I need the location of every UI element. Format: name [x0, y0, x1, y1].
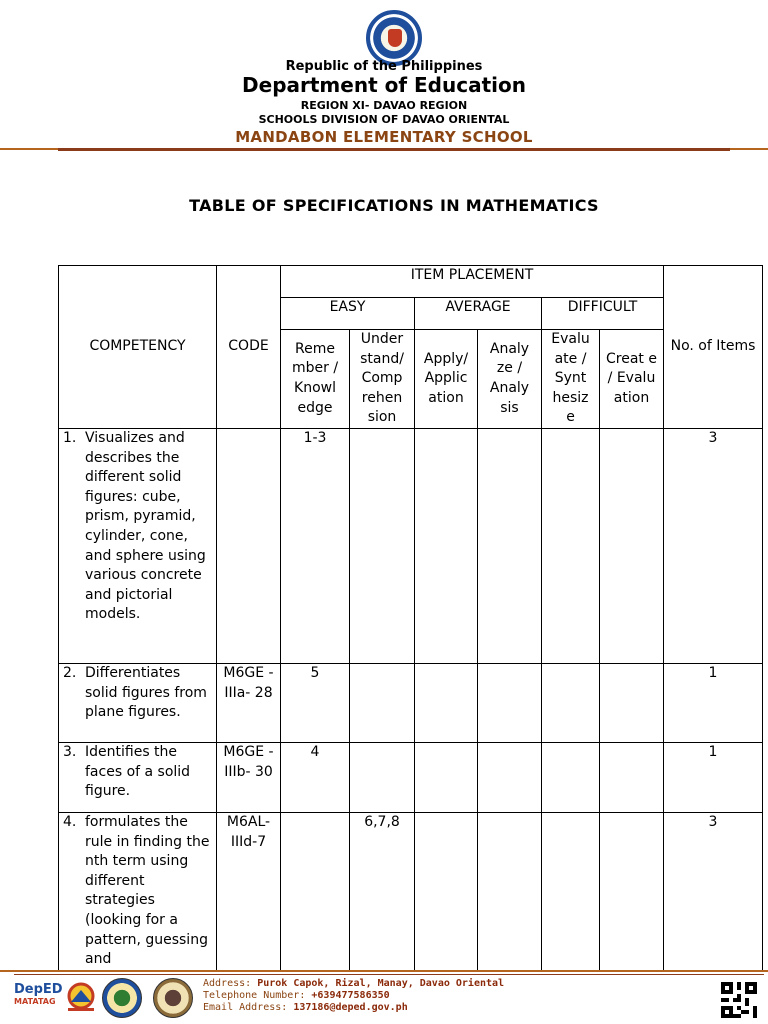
division-seal-icon [102, 978, 142, 1018]
phone-label: Telephone Number: [203, 990, 306, 1001]
email-value: 137186@deped.gov.ph [293, 1002, 408, 1013]
school-seal-icon [153, 978, 193, 1018]
department-name: Department of Education [242, 73, 526, 97]
table-row [59, 812, 763, 970]
understand-cell [350, 663, 415, 742]
table-row [59, 742, 763, 812]
evaluate-cell [542, 812, 600, 970]
bagong-pilipinas-logo-icon [64, 982, 98, 1012]
competency-cell [59, 742, 217, 812]
code-cell: M6GE -IIIa- 28 [217, 663, 281, 742]
email-label: Email Address: [203, 1002, 288, 1013]
understand-cell [350, 428, 415, 663]
footer-divider [0, 970, 768, 972]
code-cell [217, 428, 281, 663]
header-apply: Apply/ Applic ation [415, 330, 478, 429]
header-understand: Under stand/ Comp rehen sion [350, 330, 415, 429]
document-title: TABLE OF SPECIFICATIONS IN MATHEMATICS [189, 196, 599, 215]
header-create: Creat e / Evalu ation [600, 330, 664, 429]
analyze-cell [478, 742, 542, 812]
apply-cell [415, 663, 478, 742]
analyze-cell [478, 428, 542, 663]
understand-cell: 6,7,8 [350, 812, 415, 970]
address-label: Address: [203, 978, 252, 989]
code-cell: M6GE -IIIb- 30 [217, 742, 281, 812]
table-row [59, 663, 763, 742]
create-cell [600, 742, 664, 812]
competency-number: 2. [63, 664, 77, 681]
specifications-table [58, 265, 763, 971]
competency-number: 1. [63, 429, 77, 446]
competency-text: formulates the rule in finding the nth term using different strategies (looking for a pattern, guessing and [85, 813, 210, 968]
competency-text: Visualizes and describes the different solid figures: cube, prism, pyramid, cylinder, cone, and sphere using various concrete and pictorial models. [85, 429, 206, 623]
header-easy: EASY [281, 298, 415, 330]
create-cell [600, 812, 664, 970]
deped-seal-icon [366, 10, 422, 66]
header-evaluate: Evalu ate / Synt hesiz e [542, 330, 600, 429]
items-cell: 1 [664, 663, 763, 742]
create-cell [600, 428, 664, 663]
school-name: MANDABON ELEMENTARY SCHOOL [235, 128, 533, 146]
evaluate-cell [542, 428, 600, 663]
competency-number: 3. [63, 743, 77, 760]
remember-cell: 5 [281, 663, 350, 742]
analyze-cell [478, 663, 542, 742]
competency-text: Identifies the faces of a solid figure. [85, 743, 191, 800]
header-analyze: Analy ze / Analy sis [478, 330, 542, 429]
header-average: AVERAGE [415, 298, 542, 330]
header-item-placement: ITEM PLACEMENT [281, 266, 664, 298]
header-code: CODE [217, 266, 281, 429]
competency-cell [59, 663, 217, 742]
items-cell: 3 [664, 812, 763, 970]
deped-matatag-logo [14, 982, 63, 1016]
header-remember: Reme mber / Knowl edge [281, 330, 350, 429]
header-divider-dark [58, 148, 730, 151]
header-competency: COMPETENCY [59, 266, 217, 429]
phone-value: +639477586350 [311, 990, 390, 1001]
region-line: REGION XI- DAVAO REGION [300, 99, 468, 112]
create-cell [600, 663, 664, 742]
competency-cell [59, 812, 217, 970]
apply-cell [415, 812, 478, 970]
apply-cell [415, 428, 478, 663]
table-row [59, 428, 763, 663]
analyze-cell [478, 812, 542, 970]
understand-cell [350, 742, 415, 812]
qr-code-icon [721, 982, 757, 1018]
remember-cell [281, 812, 350, 970]
email-line [203, 1002, 408, 1013]
competency-text: Differentiates solid figures from plane figures. [85, 664, 207, 721]
evaluate-cell [542, 663, 600, 742]
competency-number: 4. [63, 813, 77, 830]
competency-cell [59, 428, 217, 663]
remember-cell: 1-3 [281, 428, 350, 663]
matatag-logo-text: MATATAG [14, 997, 56, 1006]
apply-cell [415, 742, 478, 812]
remember-cell: 4 [281, 742, 350, 812]
division-line: SCHOOLS DIVISION OF DAVAO ORIENTAL [258, 113, 510, 126]
header-no-items: No. of Items [664, 266, 763, 429]
address-value: Purok Capok, Rizal, Manay, Davao Oriental [257, 978, 505, 989]
evaluate-cell [542, 742, 600, 812]
address-line [203, 978, 504, 989]
items-cell: 3 [664, 428, 763, 663]
phone-line [203, 990, 390, 1001]
code-cell: M6AL- IIId-7 [217, 812, 281, 970]
items-cell: 1 [664, 742, 763, 812]
republic-line: Republic of the Philippines [285, 59, 483, 74]
header-difficult: DIFFICULT [542, 298, 664, 330]
deped-logo-text: DepED [14, 982, 63, 997]
footer-divider-dark [14, 974, 764, 975]
